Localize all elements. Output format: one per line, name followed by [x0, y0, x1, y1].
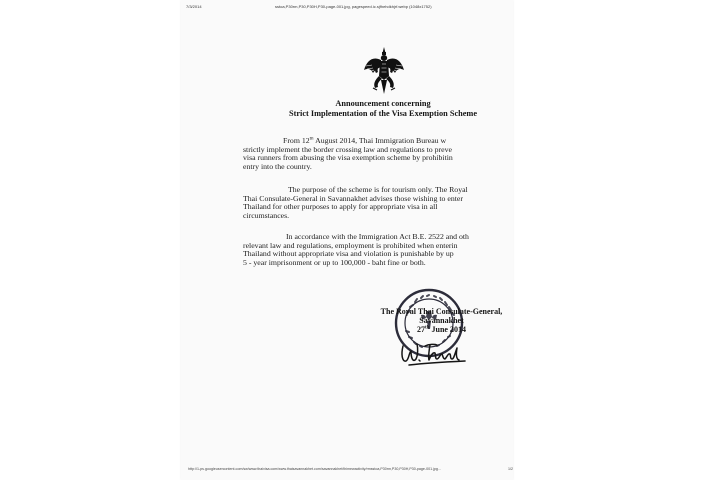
paragraph-1-line-1: From 12th August 2014, Thai Immigration Bureau w — [283, 137, 447, 145]
paragraph-1-line-2: strictly implement the border crossing law and regulations to preve — [243, 144, 452, 154]
paragraph-2-line-1: The purpose of the scheme is for tourism only. The Royal — [288, 186, 468, 194]
paragraph-3-line-1: In accordance with the Immigration Act B.E. 2522 and oth — [286, 233, 469, 241]
print-header-url: sstoa,P30rm,P30,P30H,P30-page-001.jpg, pagespeed.ic.sjfhehdkhjrf.webp (1048x1752) — [275, 4, 432, 9]
paragraph-1-line-4: entry into the country. — [243, 161, 312, 171]
announcement-title — [250, 99, 516, 118]
paragraph-2 — [243, 186, 513, 220]
paragraph-1-line-3: visa runners from abusing the visa exemption scheme by prohibitin — [243, 153, 453, 163]
paragraph-2-line-4: circumstances. — [243, 210, 290, 220]
paragraph-3-line-2: relevant law and regulations, employment is prohibited when enterin — [243, 240, 458, 250]
signatory-line-2: Savannakhet — [419, 316, 464, 325]
signatory-block — [370, 307, 513, 334]
garuda-emblem-icon — [363, 46, 405, 98]
print-page-indicator: 1/2 — [508, 467, 513, 471]
handwritten-signature — [399, 338, 467, 368]
print-footer-url: http://1-ps.googleusercontent.com/sw/www.thaivisa.com/www.thaisavannakhet.com/savannakhet/thimewactivity/rmsstoa,P30rm,P30,P30H,P30-page-001.jpg... — [188, 467, 441, 471]
paragraph-3-line-3: Thailand without appropriate visa and violation is punishable by up — [243, 249, 454, 259]
print-date: 7/3/2014 — [186, 4, 202, 9]
title-line-1: Announcement concerning — [335, 99, 431, 108]
paragraph-1 — [243, 137, 513, 171]
signatory-line-1: The Royal Thai Consulate-General, — [380, 307, 503, 316]
paragraph-2-line-3: Thailand for other purposes to apply for appropriate visa in all — [243, 202, 438, 212]
paragraph-3 — [243, 233, 513, 267]
title-line-2: Strict Implementation of the Visa Exemption Scheme — [288, 108, 478, 118]
paragraph-2-line-2: Thai Consulate-General in Savannakhet advises those wishing to enter — [243, 193, 463, 203]
signatory-date: 27th June 2014 — [417, 325, 466, 334]
paragraph-3-line-4: 5 - year imprisonment or up to 100,000 - baht fine or both. — [243, 257, 426, 267]
